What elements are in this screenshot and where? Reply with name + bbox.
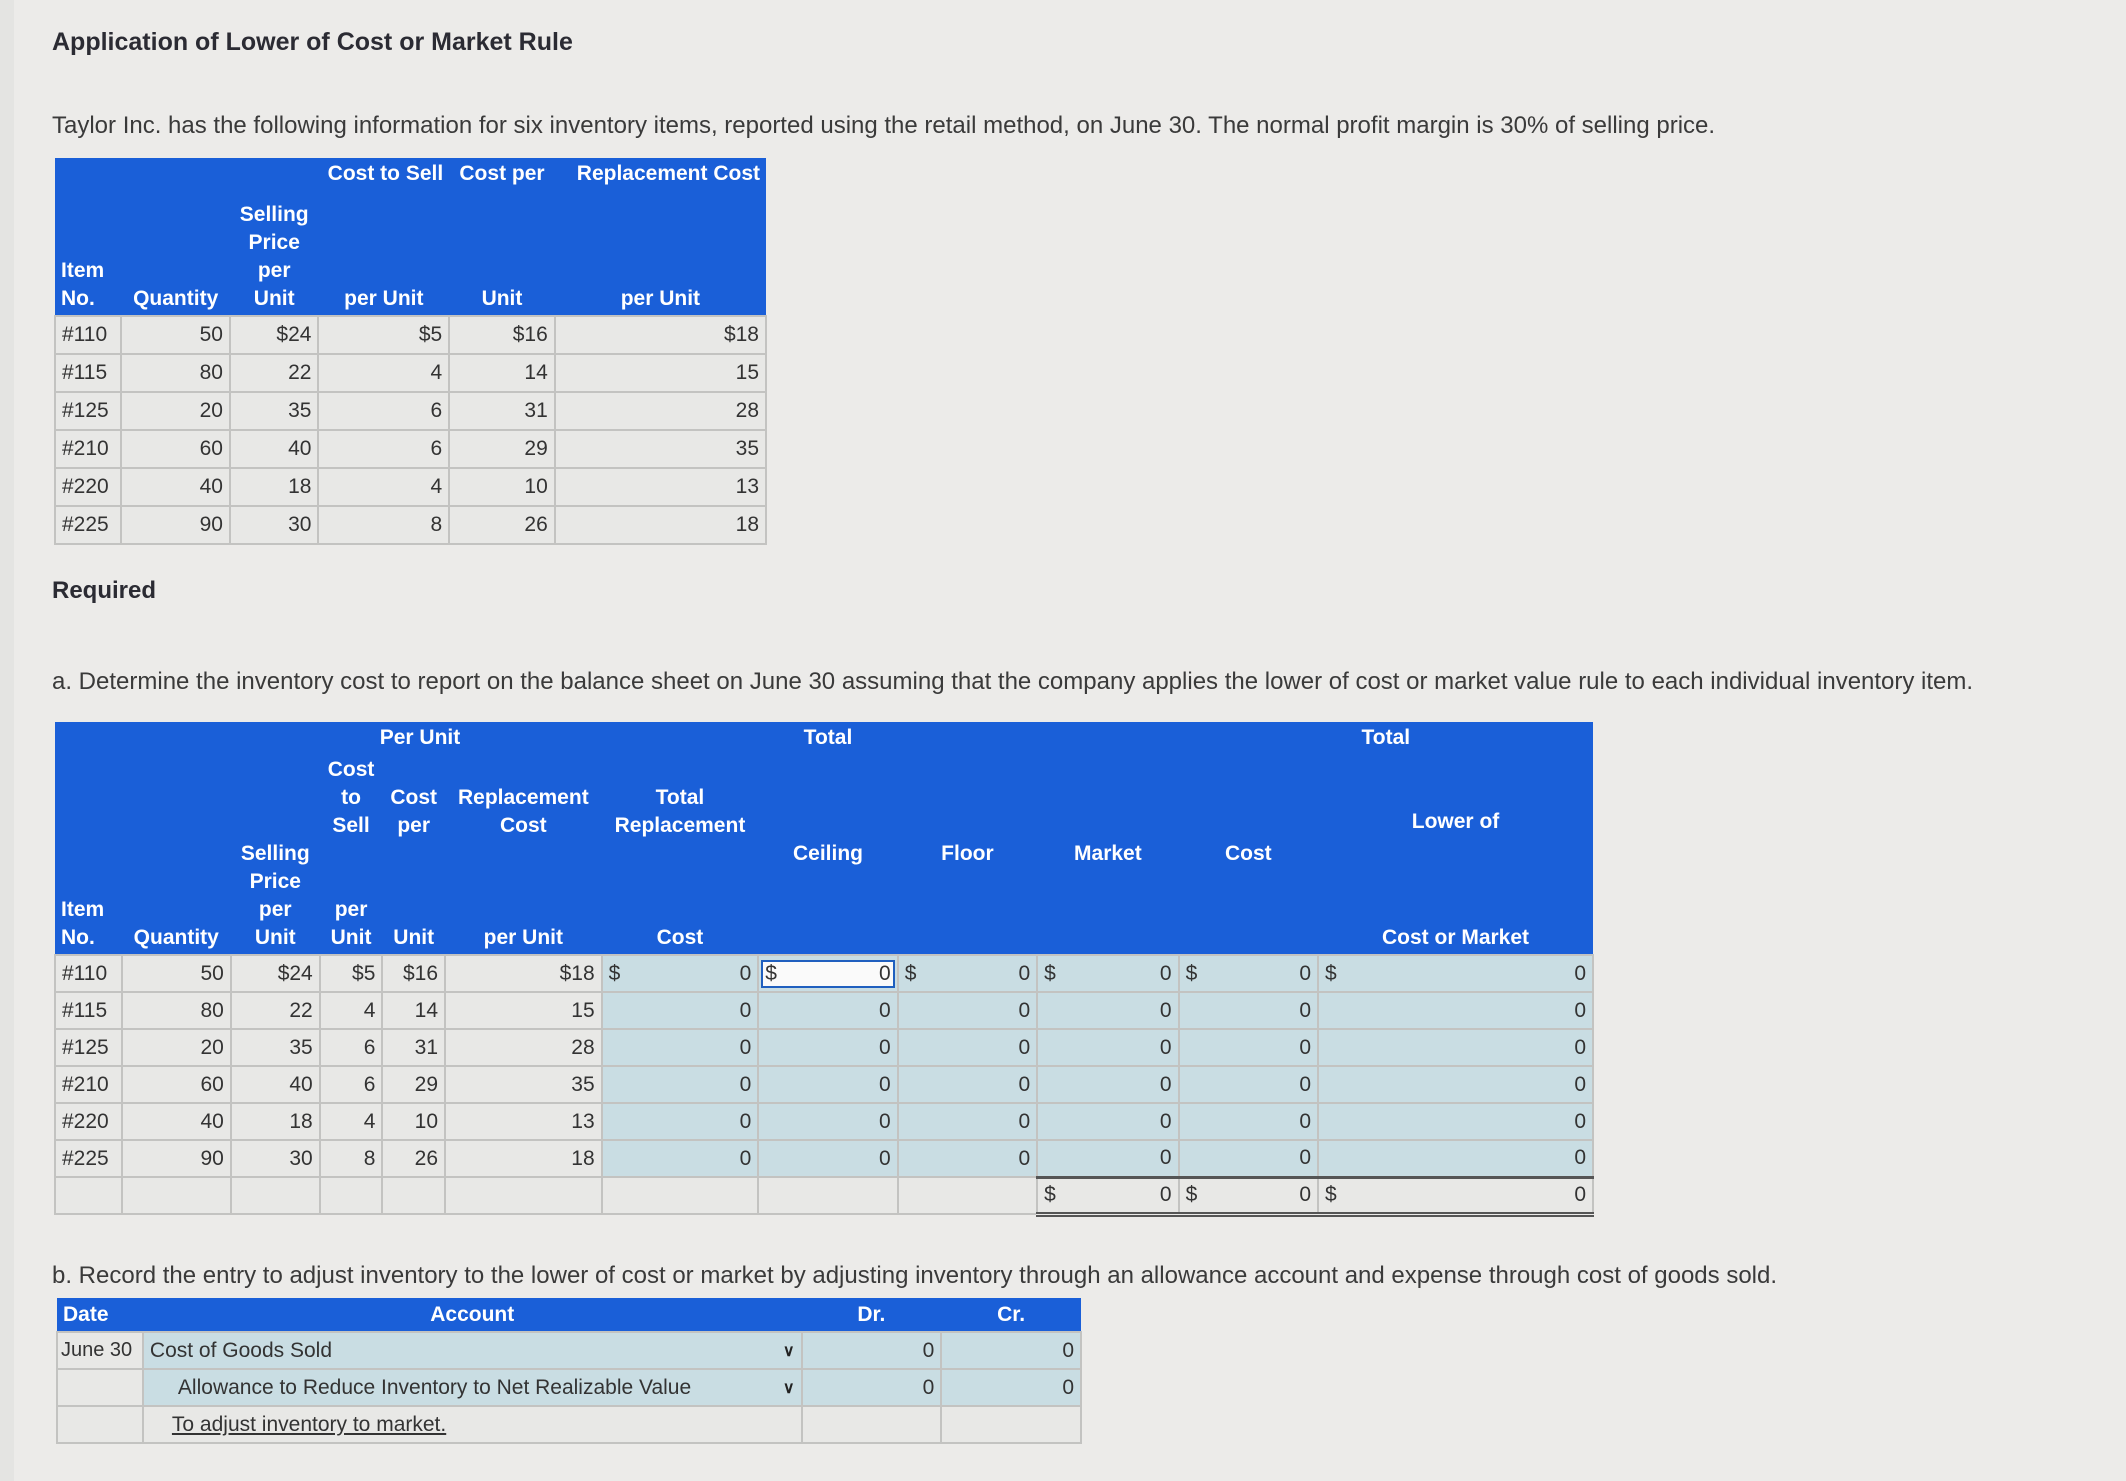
header-total-group-1: Total (758, 722, 897, 754)
required-heading: Required (52, 577, 157, 604)
total-cost-input[interactable]: 0 (1179, 1029, 1318, 1066)
total-cost-input[interactable]: $ 0 (1179, 955, 1318, 992)
table-row: #220 40 18 4 10 13 0 0 0 0 0 0 (55, 1103, 1593, 1140)
debit-input-1[interactable]: 0 (802, 1332, 942, 1369)
floor-input[interactable]: $ 0 (898, 955, 1037, 992)
table-row: #110 50 $24 $5 $16 $18 $ 0 $ 0 $ 0 $ 0 $ 0 $ 0 (55, 955, 1593, 992)
ceiling-input[interactable]: 0 (758, 1140, 897, 1177)
table-row: #210 60 40 6 29 35 (55, 430, 766, 468)
page-title: Application of Lower of Cost or Market Rule (52, 28, 573, 56)
lcm-input[interactable]: 0 (1318, 1066, 1593, 1103)
credit-input-2[interactable]: 0 (941, 1369, 1081, 1406)
floor-input[interactable]: 0 (898, 1029, 1037, 1066)
header-cost-per-unit: Cost per (449, 158, 555, 196)
floor-input[interactable]: 0 (898, 1103, 1037, 1140)
floor-input[interactable]: 0 (898, 1140, 1037, 1177)
table-row: #115 80 22 4 14 15 (55, 354, 766, 392)
intro-text: Taylor Inc. has the following information for six inventory items, reported using the retail method, on June 30. The normal profit margin is 30% of selling price. (52, 112, 1716, 139)
header-cost: Cost (1179, 754, 1318, 955)
header-quantity: Quantity (121, 196, 230, 316)
part-a-prompt: a. Determine the inventory cost to report on the balance sheet on June 30 assuming that the company applies the lower of cost or market value rule to each individual inventory item. (52, 668, 1974, 695)
total-cost-input[interactable]: 0 (1179, 992, 1318, 1029)
market-input[interactable]: 0 (1037, 1103, 1178, 1140)
header-cost-to-sell-sub: per Unit (318, 196, 449, 316)
header-item-no (55, 158, 121, 196)
market-input[interactable]: 0 (1037, 1029, 1178, 1066)
cost-total: $ 0 (1179, 1177, 1318, 1214)
header-ceiling: Ceiling (758, 754, 897, 955)
header-item-no: Item No. (55, 754, 122, 955)
header-replacement-cost: Replacement Cost per Unit (445, 754, 602, 955)
header-account: Account (143, 1298, 802, 1332)
ceiling-input[interactable]: 0 (758, 1029, 897, 1066)
credit-input-1[interactable]: 0 (941, 1332, 1081, 1369)
ceiling-input[interactable]: 0 (758, 1103, 897, 1140)
header-market: Market (1037, 754, 1178, 955)
header-cr: Cr. (941, 1298, 1081, 1332)
total-replacement-cost-input[interactable]: 0 (602, 1066, 759, 1103)
total-replacement-cost-input[interactable]: 0 (602, 1103, 759, 1140)
header-lower-of-cost-or-market: Lower of Cost or Market (1318, 754, 1593, 955)
header-cost-to-sell: Cost to Sell (318, 158, 449, 196)
header-item-no-label: Item No. (55, 196, 121, 316)
total-cost-input[interactable]: 0 (1179, 1103, 1318, 1140)
lcm-input[interactable]: $ 0 (1318, 955, 1593, 992)
debit-input-2[interactable]: 0 (802, 1369, 942, 1406)
header-floor: Floor (898, 754, 1037, 955)
entry-date: June 30 (57, 1332, 143, 1369)
total-replacement-cost-input[interactable]: 0 (602, 1029, 759, 1066)
journal-entry-table (56, 1298, 1082, 1444)
header-cost-per-unit-sub: Unit (449, 196, 555, 316)
header-per-unit-group: Per Unit (320, 722, 602, 754)
header-replacement-cost-sub: per Unit (555, 196, 766, 316)
header-quantity: Quantity (122, 754, 231, 955)
ceiling-input[interactable]: 0 (758, 992, 897, 1029)
header-cost-per-unit: Cost per Unit (382, 754, 445, 955)
header-replacement-cost: Replacement Cost (555, 158, 766, 196)
total-replacement-cost-input[interactable]: $ 0 (602, 955, 759, 992)
header-selling-price: Selling Price per Unit (231, 754, 320, 955)
market-total: $ 0 (1037, 1177, 1178, 1214)
table-row: #220 40 18 4 10 13 (55, 468, 766, 506)
table-row: #210 60 40 6 29 35 0 0 0 0 0 0 (55, 1066, 1593, 1103)
header-selling-price: Selling Price per Unit (230, 196, 318, 316)
part-b-prompt: b. Record the entry to adjust inventory to the lower of cost or market by adjusting inventory through an allowance account and expense through cost of goods sold. (52, 1262, 1778, 1289)
market-input[interactable]: $ 0 (1037, 955, 1178, 992)
lcm-input[interactable]: 0 (1318, 1103, 1593, 1140)
floor-input[interactable]: 0 (898, 1066, 1037, 1103)
lcm-total: $ 0 (1318, 1177, 1593, 1214)
table-row: #110 50 $24 $5 $16 $18 (55, 316, 766, 354)
lcm-input[interactable]: 0 (1318, 1140, 1593, 1177)
total-replacement-cost-input[interactable]: 0 (602, 1140, 759, 1177)
ceiling-input[interactable]: $ 0 (758, 955, 897, 992)
lcm-worksheet-table (54, 722, 1594, 1217)
journal-row (57, 1369, 1081, 1406)
total-cost-input[interactable]: 0 (1179, 1066, 1318, 1103)
header-dr: Dr. (802, 1298, 942, 1332)
total-cost-input[interactable]: 0 (1179, 1140, 1318, 1177)
journal-row (57, 1332, 1081, 1369)
chevron-down-icon[interactable]: ∨ (782, 1342, 795, 1360)
market-input[interactable]: 0 (1037, 992, 1178, 1029)
entry-memo: To adjust inventory to market. (143, 1406, 802, 1443)
page (14, 0, 2126, 1481)
lcm-input[interactable]: 0 (1318, 992, 1593, 1029)
header-total-replacement-cost: Total Replacement Cost (602, 754, 759, 955)
chevron-down-icon[interactable]: ∨ (782, 1379, 795, 1397)
header-cost-to-sell: Cost to Sell per Unit (320, 754, 383, 955)
ceiling-input[interactable]: 0 (758, 1066, 897, 1103)
lcm-input[interactable]: 0 (1318, 1029, 1593, 1066)
table-row: #225 90 30 8 26 18 0 0 0 0 0 0 (55, 1140, 1593, 1177)
market-input[interactable]: 0 (1037, 1066, 1178, 1103)
totals-row (55, 1177, 1593, 1214)
total-replacement-cost-input[interactable]: 0 (602, 992, 759, 1029)
header-total-group-2: Total (1179, 722, 1593, 754)
table-row: #225 90 30 8 26 18 (55, 506, 766, 544)
market-input[interactable]: 0 (1037, 1140, 1178, 1177)
table-row: #115 80 22 4 14 15 0 0 0 0 0 0 (55, 992, 1593, 1029)
table-row: #125 20 35 6 31 28 (55, 392, 766, 430)
floor-input[interactable]: 0 (898, 992, 1037, 1029)
given-data-table (54, 158, 767, 545)
account-select-1[interactable]: Cost of Goods Sold ∨ (143, 1332, 802, 1369)
header-date: Date (57, 1298, 143, 1332)
table-row: #125 20 35 6 31 28 0 0 0 0 0 0 (55, 1029, 1593, 1066)
memo-row (57, 1406, 1081, 1443)
account-select-2[interactable]: Allowance to Reduce Inventory to Net Realizable Value ∨ (143, 1369, 802, 1406)
